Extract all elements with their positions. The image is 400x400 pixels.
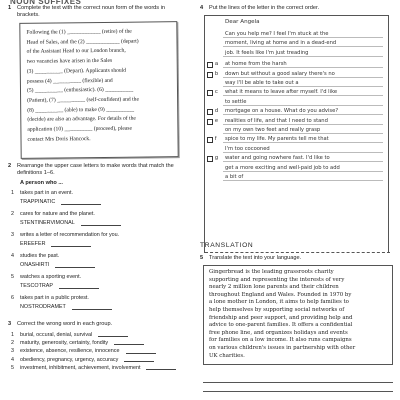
- answer-blank[interactable]: [72, 309, 112, 310]
- anagram-definition: [11, 253, 188, 260]
- note-line: application (10) __________ (proceed), please: [27, 125, 132, 133]
- item-number: 2: [11, 211, 14, 217]
- translation-line: advice to one-parent families. It offers a confidential: [209, 322, 353, 329]
- option-letter: e: [215, 117, 218, 124]
- letter-line: to settle: [225, 98, 247, 105]
- letter-line: moment, living at home and in a dead-end: [225, 40, 337, 47]
- translation-line: a lone mother in London, it aims to help families to: [209, 299, 349, 306]
- item-number: 5: [11, 364, 14, 371]
- ruled-line: [223, 180, 383, 181]
- anagram-definition: [11, 295, 188, 302]
- ruled-line: [223, 67, 383, 68]
- ruled-line: [223, 171, 383, 172]
- item-number: 1: [11, 332, 14, 338]
- answer-blank[interactable]: [51, 246, 91, 247]
- answer-checkbox[interactable]: [207, 62, 213, 68]
- ruled-line: [223, 114, 383, 115]
- answer-blank[interactable]: [61, 204, 101, 205]
- exercise-instruction: Correct the wrong word in each group.: [17, 321, 113, 327]
- job-advert-note: [19, 21, 178, 159]
- translation-line: supporting and representing the interests of very: [209, 276, 345, 283]
- answer-blank[interactable]: [81, 225, 121, 226]
- translation-line: nearly 2 million lone parents and their children: [209, 284, 339, 291]
- note-line: (Patient), (7) __________ (self-confident) and the: [27, 96, 139, 104]
- option-letter: c: [215, 89, 218, 96]
- letter-line: on my own two feet and really grasp: [225, 127, 321, 133]
- anagram-word: [20, 239, 188, 249]
- word-group-text: maturity, generosity, certainty, fondity: [20, 340, 109, 347]
- translation-line: friendship and peer support, and providing help and: [209, 314, 353, 321]
- exercise-number: 1: [8, 5, 12, 11]
- anagram-word: [20, 260, 188, 270]
- note-line: of the Assistant Head to our London branch,: [26, 48, 126, 56]
- word-group: [11, 339, 188, 347]
- answer-checkbox[interactable]: [207, 156, 213, 162]
- anagram-word: [20, 302, 188, 312]
- exercise-1-heading: [8, 5, 188, 19]
- ruled-line: [223, 152, 383, 153]
- translation-text-box: [203, 265, 393, 365]
- item-number: 3: [11, 348, 14, 355]
- translation-heading: TRANSLATION: [200, 242, 254, 249]
- word-group-text: investment, inhibitment, achievement, involvement: [20, 364, 141, 371]
- note-line: (8) __________ (able) to make (9) __________: [27, 106, 135, 114]
- note-line: contact Mrs Doris Hancock.: [27, 135, 91, 143]
- handwritten-letter: [204, 15, 389, 253]
- translation-line: free phone line, and organizes holidays and events: [209, 329, 348, 336]
- exercise-4-heading: [200, 5, 395, 12]
- note-line: two vacancies have arisen in the Sales: [26, 57, 113, 65]
- right-column: [200, 5, 395, 253]
- section-heading: NOUN SUFFIXES: [10, 0, 82, 6]
- item-definition: watches a sporting event.: [20, 274, 82, 280]
- anagram-word: [20, 197, 188, 207]
- answer-blank[interactable]: [114, 339, 144, 345]
- exercise-instruction: Translate the text into your language.: [209, 255, 302, 261]
- note-line: Following the (1) ____________ (retire) of the: [26, 28, 132, 36]
- anagram-letters: ONASHIRTI: [20, 262, 50, 268]
- torn-edge: [205, 249, 390, 253]
- anagram-letters: STENTINERVIMONAL: [20, 220, 75, 226]
- letter-line: spice to my life. My parents tell me that: [225, 136, 329, 143]
- ruled-line: [223, 133, 383, 134]
- item-number: 6: [11, 295, 14, 301]
- answer-checkbox[interactable]: [207, 119, 213, 125]
- word-group: [11, 364, 188, 372]
- item-number: 4: [11, 253, 14, 259]
- note-line: possess (4) __________ (flexible) and: [26, 77, 113, 85]
- answer-blank[interactable]: [124, 356, 154, 362]
- item-definition: writes a letter of recommendation for you.: [20, 232, 120, 238]
- note-line: (3) __________ (Depart). Applicants should: [26, 67, 127, 75]
- anagram-letters: TESCOTRAP: [20, 283, 53, 289]
- letter-line: way I'll be able to take out a: [225, 80, 299, 86]
- word-group-list: [11, 331, 188, 372]
- exercise-number: 4: [200, 5, 204, 11]
- ruled-line: [223, 95, 383, 96]
- item-definition: cares for nature and the planet.: [20, 211, 95, 217]
- letter-line: realities of life, and that I need to stand: [225, 117, 328, 124]
- anagram-definition: [11, 274, 188, 281]
- item-number: 2: [11, 340, 14, 347]
- answer-blank[interactable]: [98, 331, 128, 337]
- anagram-definition: [11, 190, 188, 197]
- answer-blank[interactable]: [146, 364, 176, 370]
- exercise-instruction: Rearrange the upper case letters to make words that match the definitions 1–6.: [17, 163, 174, 176]
- option-letter: f: [215, 136, 217, 143]
- item-definition: takes part in an event.: [20, 190, 74, 196]
- item-definition: studies the past.: [20, 253, 60, 259]
- answer-checkbox[interactable]: [207, 109, 213, 115]
- ruled-line: [223, 161, 383, 162]
- answer-lines: [203, 374, 393, 392]
- item-number: 1: [11, 190, 14, 196]
- answer-blank[interactable]: [59, 288, 99, 289]
- exercise-2-heading: [8, 163, 188, 177]
- exercise-5-heading: [200, 255, 395, 262]
- word-group-text: obediency, pregnancy, urgency, accuracy: [20, 356, 119, 363]
- left-column: [8, 5, 188, 372]
- item-number: 5: [11, 274, 14, 280]
- ruled-line: [223, 105, 383, 106]
- option-letter: a: [215, 61, 218, 68]
- ruled-line: [223, 37, 383, 38]
- letter-line: at home from the harsh: [225, 61, 287, 68]
- anagram-word: [20, 281, 188, 291]
- exercise-instruction: Complete the text with the correct noun form of the words in brackets.: [17, 5, 165, 18]
- answer-blank[interactable]: [126, 347, 156, 353]
- exercise-number: 2: [8, 163, 12, 169]
- translation-line: Gingerbread is the leading grassroots charity: [209, 269, 334, 275]
- spacer: [11, 312, 188, 316]
- option-letter: g: [215, 155, 218, 162]
- answer-line[interactable]: [203, 374, 393, 383]
- word-group: [11, 347, 188, 355]
- ruled-line: [223, 46, 383, 47]
- word-group-text: burial, occural, denial, survival: [20, 332, 93, 338]
- anagram-word: [20, 218, 188, 228]
- word-group-text: existence, absence, resilience, innocence: [20, 348, 120, 355]
- option-letter: d: [215, 108, 218, 115]
- note-line: Head of Sales, and the (2) ____________ (depart): [26, 38, 139, 46]
- ruled-line: [223, 77, 383, 78]
- exercise-instruction: Put the lines of the letter in the correct order.: [209, 5, 320, 11]
- letter-line: water and going nowhere fast. I'd like to: [225, 155, 330, 162]
- ruled-line: [223, 56, 383, 57]
- letter-line: I'm too cocooned: [225, 145, 270, 152]
- answer-line[interactable]: [203, 383, 393, 392]
- letter-line: a bit of: [225, 174, 244, 180]
- anagram-list: [11, 190, 188, 316]
- anagram-definition: [11, 232, 188, 239]
- exercise-3-heading: [8, 321, 188, 328]
- letter-line: mortgage on a house. What do you advise?: [225, 108, 339, 115]
- exercise-subheading: A person who ...: [20, 180, 63, 186]
- translation-line: UK charities.: [209, 352, 245, 359]
- translation-line: help themselves by supporting social networks of: [209, 306, 345, 313]
- letter-greeting: Dear Angela: [225, 19, 260, 25]
- translation-line: for families on a low income. It also runs campaigns: [209, 337, 352, 344]
- letter-line: Can you help me? I feel I'm stuck at the: [225, 31, 329, 37]
- exercise-number: 3: [8, 321, 12, 327]
- translation-line: throughout England and Wales. Founded in 1970 by: [209, 291, 352, 298]
- ruled-line: [223, 124, 383, 125]
- answer-checkbox[interactable]: [207, 72, 213, 78]
- option-letter: b: [215, 70, 218, 77]
- item-number: 3: [11, 232, 14, 238]
- ruled-line: [223, 86, 383, 87]
- anagram-letters: TRAPPINATIC: [20, 199, 56, 205]
- anagram-letters: NOSTRODRAMET: [20, 304, 66, 310]
- item-number: 4: [11, 356, 14, 363]
- note-line: (decide) are also an advantage. For details of the: [27, 115, 136, 124]
- exercise-number: 5: [200, 255, 204, 261]
- answer-checkbox[interactable]: [207, 137, 213, 143]
- anagram-definition: [11, 211, 188, 218]
- translation-line: on various children's issues in partnership with other: [209, 344, 356, 351]
- letter-line: what it means to leave after myself. I'd like: [225, 89, 338, 96]
- anagram-letters: EREEFER: [20, 241, 46, 247]
- ruled-line: [223, 142, 383, 143]
- letter-line: down but without a good salary there's no: [225, 70, 335, 77]
- letter-line: job. It feels like I'm just treading: [225, 49, 309, 56]
- word-group: [11, 331, 188, 339]
- letter-line: get a more exciting and well-paid job to add: [225, 164, 340, 171]
- note-line: (5) __________ (enthusiastic). (6) __________: [26, 86, 134, 94]
- answer-blank[interactable]: [55, 267, 95, 268]
- answer-checkbox[interactable]: [207, 90, 213, 96]
- item-definition: takes part in a public protest.: [20, 295, 89, 301]
- word-group: [11, 356, 188, 364]
